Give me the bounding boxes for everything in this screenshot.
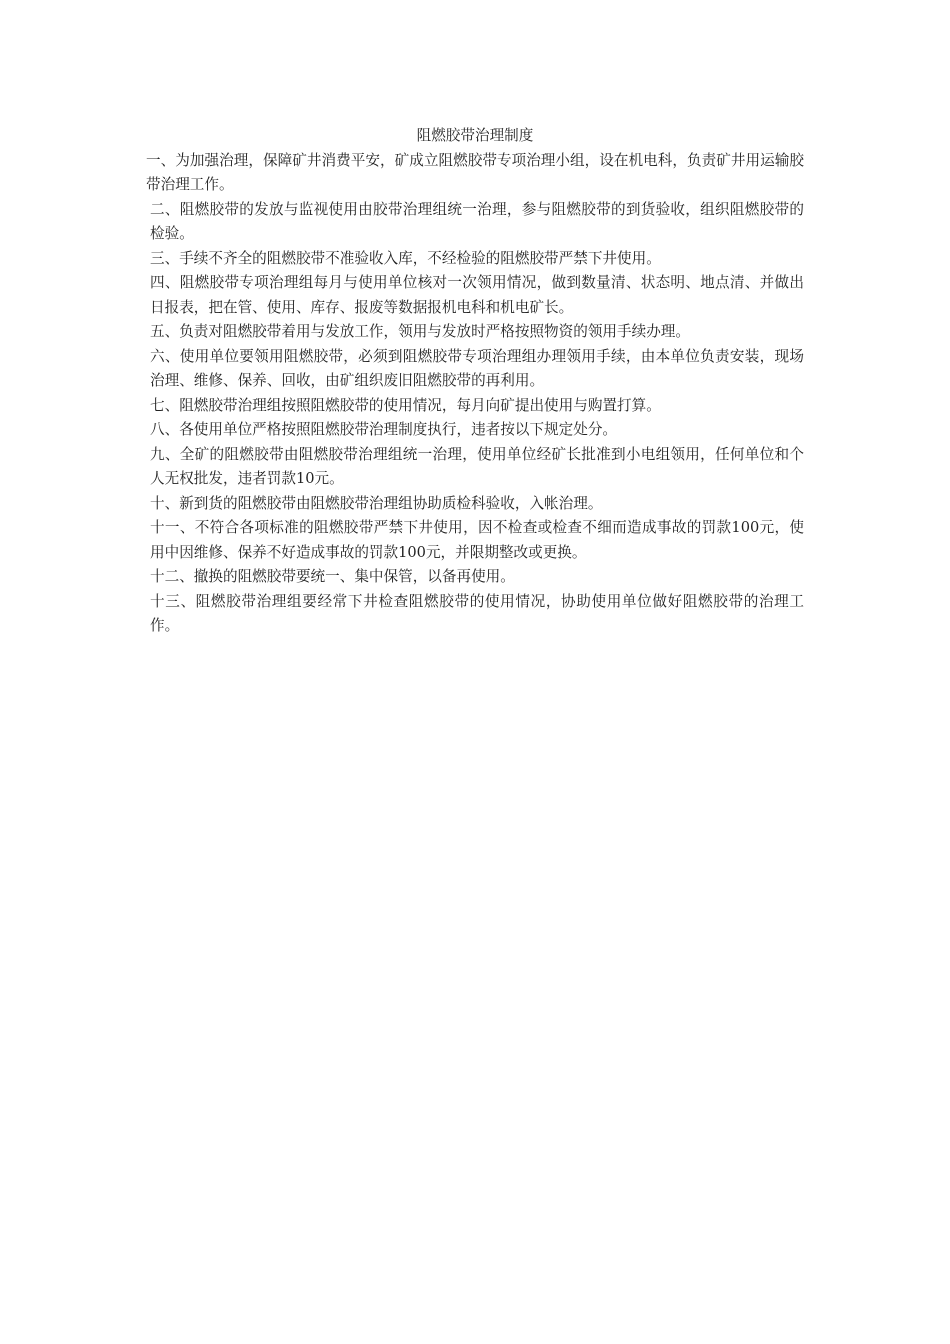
clause-7: 七、阻燃胶带治理组按照阻燃胶带的使用情况，每月向矿提出使用与购置打算。 [150,396,661,414]
clause-3: 三、手续不齐全的阻燃胶带不准验收入库，不经检验的阻燃胶带严禁下井使用。 [150,249,661,267]
clause-10: 十、新到货的阻燃胶带由阻燃胶带治理组协助质检科验收，入帐治理。 [150,494,603,512]
clause-1: 一、为加强治理，保障矿井消费平安，矿成立阻燃胶带专项治理小组，设在机电科，负责矿井用运输胶带治理工作。 [146,151,804,193]
clause-8: 八、各使用单位严格按照阻燃胶带治理制度执行，违者按以下规定处分。 [150,421,618,438]
document-body [146,124,804,639]
clause-11: 十一、不符合各项标准的阻燃胶带严禁下井使用，因不检查或检查不细而造成事故的罚款100元，使用中因维修、保养不好造成事故的罚款100元，并限期整改或更换。 [150,519,804,561]
clause-6: 六、使用单位要领用阻燃胶带，必须到阻燃胶带专项治理组办理领用手续，由本单位负责安装，现场治理、维修、保养、回收，由矿组织废旧阻燃胶带的再利用。 [150,347,804,389]
clause-13: 十三、阻燃胶带治理组要经常下井检查阻燃胶带的使用情况，协助使用单位做好阻燃胶带的治理工作。 [150,592,804,634]
document-title: 阻燃胶带治理制度 [416,127,534,144]
clause-2: 二、阻燃胶带的发放与监视使用由胶带治理组统一治理，参与阻燃胶带的到货验收，组织阻燃胶带的检验。 [150,200,804,242]
clause-12: 十二、撤换的阻燃胶带要统一、集中保管，以备再使用。 [150,568,515,585]
clause-4: 四、阻燃胶带专项治理组每月与使用单位核对一次领用情况，做到数量清、状态明、地点清、并做出日报表，把在管、使用、库存、报废等数据报机电科和机电矿长。 [150,274,804,316]
clause-9: 九、全矿的阻燃胶带由阻燃胶带治理组统一治理，使用单位经矿长批准到小电组领用，任何单位和个人无权批发，违者罚款10元。 [150,445,804,487]
clause-5: 五、负责对阻燃胶带着用与发放工作，领用与发放时严格按照物资的领用手续办理。 [150,323,690,340]
